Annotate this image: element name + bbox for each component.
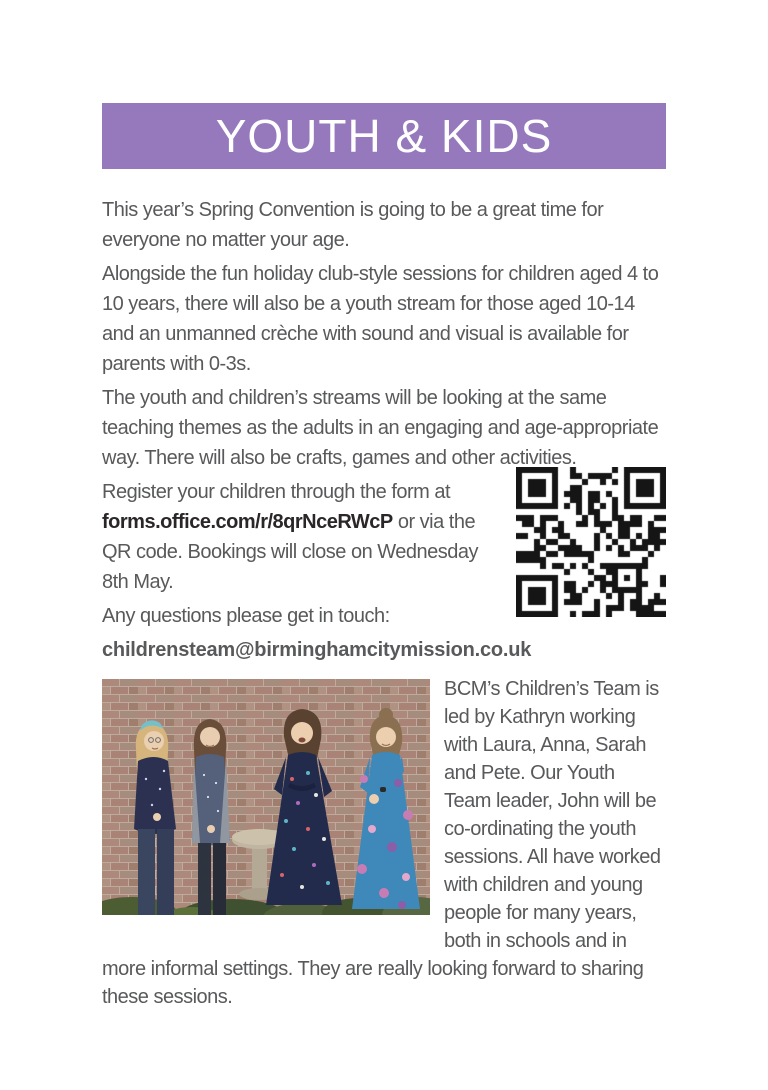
team-description: BCM’s Children’s Team is led by Kathryn working with Laura, Anna, Sarah and Pete. Our Youth Team leader, John will be co-ordinating the youth sessions. All have worked with children and young people for many years, both in schools and in more informal settings. They are really looking forward to sharing these sessions. (102, 678, 661, 1008)
register-text-pre: Register your children through the form at (102, 481, 451, 503)
team-section (102, 675, 666, 1011)
team-photo-illustration (102, 679, 430, 915)
qr-box (516, 467, 666, 617)
contact-email: childrensteam@birminghamcitymission.co.uk (102, 639, 532, 661)
page-title: YOUTH & KIDS (215, 110, 553, 162)
team-photo (102, 679, 430, 915)
page-content (102, 103, 666, 1011)
qr-code-icon (516, 467, 666, 617)
paragraph-intro: This year’s Spring Convention is going to be a great time for everyone no matter your age. (102, 199, 604, 251)
register-form-url: forms.office.com/r/8qrNceRWcP (102, 511, 393, 533)
paragraph-streams: The youth and children’s streams will be looking at the same teaching themes as the adults in an engaging and age-appropriate way. There will also be crafts, games and other activities. (102, 387, 659, 469)
paragraph-sessions: Alongside the fun holiday club-style sessions for children aged 4 to 10 years, there will also be a youth stream for those aged 10-14 and an unmanned crèche with sound and visual is available for parents with 0-3s. (102, 263, 659, 375)
register-block (102, 477, 666, 675)
section-banner (102, 103, 666, 169)
paragraph-questions: Any questions please get in touch: (102, 605, 390, 627)
register-text-post: or via the QR code. Bookings will close on Wednesday 8th May. (102, 511, 479, 593)
